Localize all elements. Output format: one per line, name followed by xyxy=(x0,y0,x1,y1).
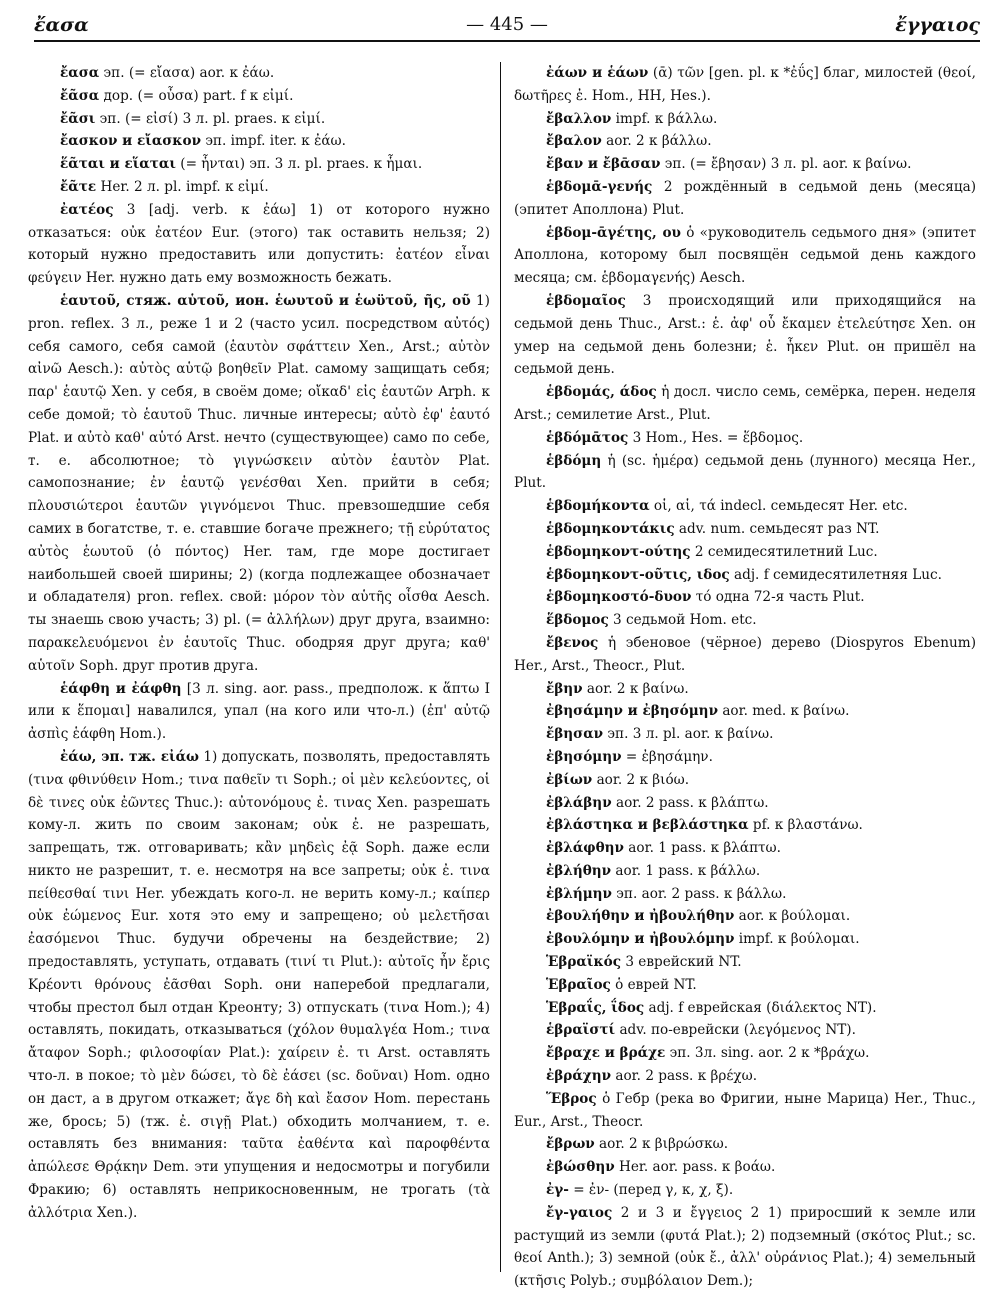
dictionary-entry xyxy=(514,951,976,974)
dictionary-entry xyxy=(514,495,976,518)
entry-definition: aor. 2 к βαίνω. xyxy=(582,680,689,697)
entry-definition: οἱ, αἱ, τά indecl. семьдесят Her. etc. xyxy=(649,498,908,515)
entry-definition: aor. med. к βαίνω. xyxy=(718,703,850,720)
entry-definition: эп. (= εἴασα) aor. к ἐάω. xyxy=(99,65,275,81)
entry-definition: ἡ эбеновое (чёрное) дерево (Diospyros Ebenum) Her., Arst., Theocr., Plut. xyxy=(514,634,976,674)
dictionary-entry xyxy=(514,427,976,450)
entry-definition: 2 и 3 и ἔγγειος 2 1) приросший к земле или растущий из земли (φυτά Plat.); 2) подземный (σκότος Plut.; sc. θεοί Anth.); 3) земной (οὐκ ἔ., ἀλλ' οὐράνιος Plat.); 4) земельный (κτῆσις Polyb.; συμβόλαιον Dem.); xyxy=(514,1204,976,1290)
headword: ἐβησάμην и ἐβησόμην xyxy=(546,703,718,720)
entry-definition: (= ἧνται) эп. 3 л. pl. praes. к ἧμαι. xyxy=(175,156,423,173)
entry-definition: τό одна 72-я часть Plut. xyxy=(691,589,865,606)
dictionary-entry xyxy=(514,997,976,1020)
entry-definition: 1) допускать, позволять, предоставлять (τινα φθινύθειν Hom.; τινα παθεῖν τι Soph.; οἱ μὲν κελεύοντες, οἱ δὲ τινες οὐκ ἐῶντες Thuc.): αὐτονόμους ἐ. τινας Xen. разрешать кому-л. жить по своим законам; οὐκ ἐ. не разрешать, запрещать, тж. отговаривать; κἂν μηδεὶς ἐᾷ Soph. даже если никто не разрешит, т. е. несмотря на все запреты; οὐκ ἐ. τινα πείθεσθαί τινι Her. убеждать кого-л. не верить кому-л.; καίπερ οὐκ ἐώμενος Eur. хотя это ему и запрещено; οὐ μελετῆσαι ἐασόμενοι Thuc. будучи обречены на бездействие; 2) предоставлять, уступать, отдавать (τινί τι Plut.): αὐτοῖς ἦν ἔρις Κρέοντι θρόνους ἐᾶσθαι Soph. они наперебой предлагали, чтобы престол был отдан Креонту; 3) отпускать (τινα Hom.); 4) оставлять, покидать, отказываться (χόλον θυμαλγέα Hom.; τινα ἄταφον Soph.; φιλοσοφίαν Plat.): χαίρειν ἐ. τι Arst. оставлять что-л. в покое; τὸ μὲν δώσει, τὸ δὲ ἐάσει (sc. δοῦναι) Hom. одно он даст, а в другом откажет; ἄγε δὴ καὶ ἔασον Hom. перестань же, брось; 5) (тж. ἐ. σιγῇ Plat.) обходить молчанием, т. е. оставлять без внимания: ταῦτα ἐαθέντα καὶ παροφθέντα ἀπώλεσε Θρᾴκην Dem. эти упущения и недосмотры и погубили Фракию; 6) оставлять неприкосновенным, не трогать (τὰ ἀλλότρια Xen.). xyxy=(28,748,491,1221)
dictionary-entry xyxy=(514,518,976,541)
entry-definition: aor. 1 pass. к βλάπτω. xyxy=(623,840,781,857)
dictionary-entry xyxy=(28,85,490,108)
entry-definition: 3 [adj. verb. к ἐάω] 1) от которого нужно отказаться: οὐκ ἐατέον Eur. (этого) так оставить нельзя; 2) который нужно предоставить или допустить: ἐατέον εἶναι φεύγειν Her. нужно дать ему возможность бежать. xyxy=(28,201,490,287)
dictionary-entry xyxy=(28,153,490,176)
entry-definition: aor. 1 pass. к βάλλω. xyxy=(611,862,761,879)
dictionary-entry xyxy=(514,108,976,131)
dictionary-entry xyxy=(514,176,976,222)
headword: ἐάω, эп. тж. εἰάω xyxy=(60,748,199,765)
headword: ἕᾶται и εἵαται xyxy=(60,156,176,173)
dictionary-entry xyxy=(514,1088,976,1134)
headword: ἑβδομηκοστό-δυον xyxy=(546,589,692,606)
dictionary-entry xyxy=(514,62,976,108)
dictionary-entry xyxy=(514,586,976,609)
dictionary-entry xyxy=(514,837,976,860)
entry-definition: ὁ еврей NT. xyxy=(610,976,697,993)
headword: ἐβουλόμην и ἠβουλόμην xyxy=(546,931,735,948)
entry-definition: pf. к βλαστάνω. xyxy=(748,817,863,834)
entry-definition: ἡ досл. число семь, семёрка, перен. неделя Arst.; семилетие Arst., Plut. xyxy=(514,384,976,423)
entry-definition: ὁ «руководитель седьмого дня» (эпитет Аполлона, которому был посвящён седьмой день каждого месяца; см. ἑβδομαγενής) Aesch. xyxy=(514,224,976,287)
headword: Ἑβραΐς, ΐδος xyxy=(546,999,645,1016)
left-column xyxy=(28,62,490,1276)
dictionary-entry xyxy=(514,609,976,632)
entry-definition: 2 семидесятилетний Luc. xyxy=(690,543,878,560)
page-number: — 445 — xyxy=(466,14,548,35)
dictionary-entry xyxy=(514,1065,976,1088)
entry-definition: эп. 3 л. pl. aor. к βαίνω. xyxy=(603,726,774,743)
headword: ἐβλήμην xyxy=(546,885,612,902)
headword: ἐβλήθην xyxy=(546,862,612,879)
headword: Ἑβραῖος xyxy=(546,976,611,993)
headword: ἐβώσθην xyxy=(546,1159,615,1176)
headword: ἑάφθη и ἐάφθη xyxy=(60,680,182,697)
entry-definition: (ᾱ) τῶν [gen. pl. к *ἐΰς] благ, милостей (θεοί, δωτῆρες ἐ. Hom., HH, Hes.). xyxy=(514,65,976,104)
headword: ἔᾶσα xyxy=(60,87,100,104)
headword: ἔᾶτε xyxy=(60,178,97,195)
dictionary-entry xyxy=(514,974,976,997)
headword: ἔβραχε и βράχε xyxy=(546,1045,666,1062)
dictionary-entry xyxy=(514,153,976,176)
entry-definition: дор. (= οὖσα) part. f к εἰμί. xyxy=(99,87,294,104)
dictionary-entry xyxy=(28,130,490,153)
entry-definition: aor. 2 к βάλλω. xyxy=(601,133,712,150)
dictionary-entry xyxy=(514,769,976,792)
headword: ἐβράχην xyxy=(546,1068,612,1085)
header-last-word: ἔγγαιος xyxy=(895,14,980,36)
entry-definition: = ἐν- (перед γ, κ, χ, ξ). xyxy=(568,1182,734,1199)
headword: ἑβδομ-ᾱγέτης, ου xyxy=(546,224,681,241)
entry-definition: эп. 3л. sing. aor. 2 к *βράχω. xyxy=(665,1045,870,1062)
dictionary-entry xyxy=(514,814,976,837)
dictionary-entry xyxy=(514,450,976,496)
headword: ἐατέος xyxy=(60,201,114,218)
dictionary-entry xyxy=(28,290,490,678)
dictionary-entry xyxy=(514,222,976,290)
dictionary-entry xyxy=(28,746,490,1225)
entry-definition: adv. по-еврейски (λεγόμενος NT). xyxy=(615,1022,856,1039)
dictionary-entry xyxy=(28,678,490,746)
dictionary-entry xyxy=(514,290,976,381)
headword: ἐβησόμην xyxy=(546,748,622,765)
headword: ἑβδομαῖος xyxy=(546,292,626,309)
dictionary-entry xyxy=(28,176,490,199)
headword: ἐβλάφθην xyxy=(546,840,624,857)
entry-definition: эп. impf. iter. к ἐάω. xyxy=(201,133,346,150)
headword: ἔβαλλον xyxy=(546,110,612,127)
headword: ἔβαν и ἔβᾱσαν xyxy=(546,156,661,173)
dictionary-entry xyxy=(514,700,976,723)
headword: ἔβαλον xyxy=(546,133,602,150)
headword: ἔᾶσι xyxy=(60,110,96,127)
headword: ἑβδομήκοντα xyxy=(546,498,650,515)
dictionary-entry xyxy=(514,632,976,678)
entry-definition: aor. 2 к βιβρώσκω. xyxy=(594,1136,729,1153)
dictionary-entry xyxy=(514,1019,976,1042)
headword: ἔβρων xyxy=(546,1136,595,1153)
headword: Ἑβραϊκός xyxy=(546,954,621,971)
entry-definition: aor. 2 к βιόω. xyxy=(592,771,690,788)
dictionary-entry xyxy=(514,928,976,951)
dictionary-entry xyxy=(514,1133,976,1156)
dictionary-entry xyxy=(514,792,976,815)
page-header xyxy=(34,12,980,42)
entry-definition: 3 Hom., Hes. = ἕβδομος. xyxy=(628,429,804,446)
dictionary-entry xyxy=(514,381,976,427)
headword: ἑβδομάς, άδος xyxy=(546,384,657,401)
headword: ἐβίων xyxy=(546,771,593,788)
entry-definition: 3 еврейский NT. xyxy=(621,954,742,971)
entry-definition: 3 седьмой Hom. etc. xyxy=(608,612,757,629)
dictionary-entry xyxy=(514,883,976,906)
entry-definition: aor. к βούλομαι. xyxy=(734,908,851,925)
headword: ἔβενος xyxy=(546,634,599,651)
dictionary-entry xyxy=(514,746,976,769)
headword: ἑβδομηκοντ-οῦτις, ιδος xyxy=(546,566,730,583)
headword: ἑβδόμη xyxy=(546,452,602,469)
entry-definition: эп. (= ἔβησαν) 3 л. pl. aor. к βαίνω. xyxy=(660,156,912,173)
headword: ἐγ- xyxy=(546,1182,569,1199)
headword: ἔασκον и εἴασκον xyxy=(60,133,201,150)
headword: ἔβην xyxy=(546,680,583,697)
headword: ἕβδομος xyxy=(546,612,609,629)
entry-definition: adv. num. семьдесят раз NT. xyxy=(674,520,880,537)
headword: ἑβδομηκοντ-ούτης xyxy=(546,543,691,560)
entry-definition: Her. aor. pass. к βοάω. xyxy=(614,1159,776,1176)
headword: ἑβδομηκοντάκις xyxy=(546,520,675,537)
dictionary-entry xyxy=(28,62,490,85)
headword: ἐβλάστηκα и βεβλάστηκα xyxy=(546,817,749,834)
entry-definition: [3 л. sing. aor. pass., предполож. к ἅπτω I или к ἕπομαι] навалился, упал (на кого или что-л.) (ἐπ' αὐτῷ ἀσπὶς ἑάφθη Hom.). xyxy=(28,680,490,743)
dictionary-entry xyxy=(514,1042,976,1065)
entry-definition: impf. к βούλομαι. xyxy=(734,931,860,948)
right-column xyxy=(514,62,976,1290)
dictionary-entry xyxy=(514,905,976,928)
dictionary-entry xyxy=(514,1156,976,1179)
dictionary-entry xyxy=(514,1202,976,1293)
headword: ἔγ-γαιος xyxy=(546,1204,613,1221)
dictionary-entry xyxy=(514,678,976,701)
dictionary-entry xyxy=(514,860,976,883)
entry-definition: impf. к βάλλω. xyxy=(611,110,718,127)
entry-definition: 3 происходящий или приходящийся на седьмой день Thuc., Arst.: ἑ. ἀφ' οὗ ἔκαμεν ἐτελεύτησε Xen. он умер на седьмой день болезни; ἑ. ἧκεν Plut. он пришёл на седьмой день. xyxy=(514,292,976,378)
headword: ἑαυτοῦ, стяж. αὑτοῦ, ион. ἑωυτοῦ и ἑωϋτοῦ, ῆς, οῦ xyxy=(60,292,471,309)
headword: ἐβουλήθην и ἠβουλήθην xyxy=(546,908,735,925)
headword: ἑβραϊστί xyxy=(546,1022,616,1039)
headword: ἐάων и ἑάων xyxy=(546,65,649,81)
entry-definition: adj. f еврейская (διάλεκτος NT). xyxy=(644,999,877,1016)
entry-definition: эп. aor. 2 pass. к βάλλω. xyxy=(611,885,787,902)
headword: ἐβλάβην xyxy=(546,794,612,811)
entry-definition: 2 рождённый в седьмой день (месяца) (эпитет Аполлона) Plut. xyxy=(514,178,976,218)
entry-definition: Her. 2 л. pl. impf. к εἰμί. xyxy=(96,178,269,195)
entry-definition: 1) pron. reflex. 3 л., реже 1 и 2 (часто усил. посредством αὐτός) себя самого, себя самой (ἑαυτὸν σφάττειν Xen., Arst.; αὐτὸν αἰνῶ Aesch.): αὐτὸς αὑτῷ βοηθεῖν Plat. самому защищать себя; παρ' ἑαυτῷ Xen. у себя, в своём доме; οἴκαδ' εἰς ἑαυτῶν Arph. к себе домой; τὸ ἑαυτοῦ Thuc. личные интересы; αὐτὸ ἐφ' ἑαυτό Plat. и αὐτὸ καθ' αὑτό Arst. нечто (существующее) само по себе, т. е. абсолютное; τὸ γιγνώσκειν αὐτὸν ἑαυτὸν Plat. самопознание; ἐν ἑαυτῷ γενέσθαι Xen. прийти в себя; πλουσιώτεροι ἑαυτῶν γιγνόμενοι Thuc. превзошедшие себя самих в богатстве, т. е. ставшие богаче прежнего; τῇ εὐρύτατος αὐτὸς ἑωυτοῦ (ὁ πόντος) Her. там, где море достигает наибольшей своей ширины; 2) (когда подлежащее обозначает и обладателя) pron. reflex. свой: μόρον τὸν αὑτῆς οἶσθα Aesch. ты знаешь свою участь; 3) pl. (= ἀλλήλων) друг друга, взаимно: παρακελευόμενοι ἐν ἑαυτοῖς Thuc. ободряя друг друга; καθ' αὑτοῖν Soph. друг против друга. xyxy=(28,292,490,674)
entry-definition: эп. (= εἰσί) 3 л. pl. praes. к εἰμί. xyxy=(95,110,326,127)
headword: ἑβδόμᾱτος xyxy=(546,429,629,446)
dictionary-entry xyxy=(514,564,976,587)
dictionary-entry xyxy=(514,130,976,153)
entry-definition: aor. 2 pass. к βρέχω. xyxy=(611,1068,758,1085)
entry-definition: = ἐβησάμην. xyxy=(621,748,713,765)
entry-definition: ἡ (sc. ἡμέρα) седьмой день (лунного) месяца Her., Plut. xyxy=(514,452,976,492)
column-divider xyxy=(500,62,501,1272)
dictionary-entry xyxy=(514,541,976,564)
dictionary-entry xyxy=(28,108,490,131)
dictionary-entry xyxy=(28,199,490,290)
dictionary-entry xyxy=(514,723,976,746)
headword: ἑβδομᾱ-γενής xyxy=(546,178,653,195)
headword: Ἕβρος xyxy=(546,1090,597,1107)
entry-definition: ὁ Гебр (река во Фригии, ныне Марица) Her., Thuc., Eur., Arst., Theocr. xyxy=(514,1090,976,1130)
headword: ἔασα xyxy=(60,65,100,81)
entry-definition: aor. 2 pass. к βλάπτω. xyxy=(611,794,769,811)
entry-definition: adj. f семидесятилетняя Luc. xyxy=(729,566,942,583)
header-first-word: ἔασα xyxy=(34,14,89,36)
headword: ἔβησαν xyxy=(546,726,604,743)
dictionary-entry xyxy=(514,1179,976,1202)
